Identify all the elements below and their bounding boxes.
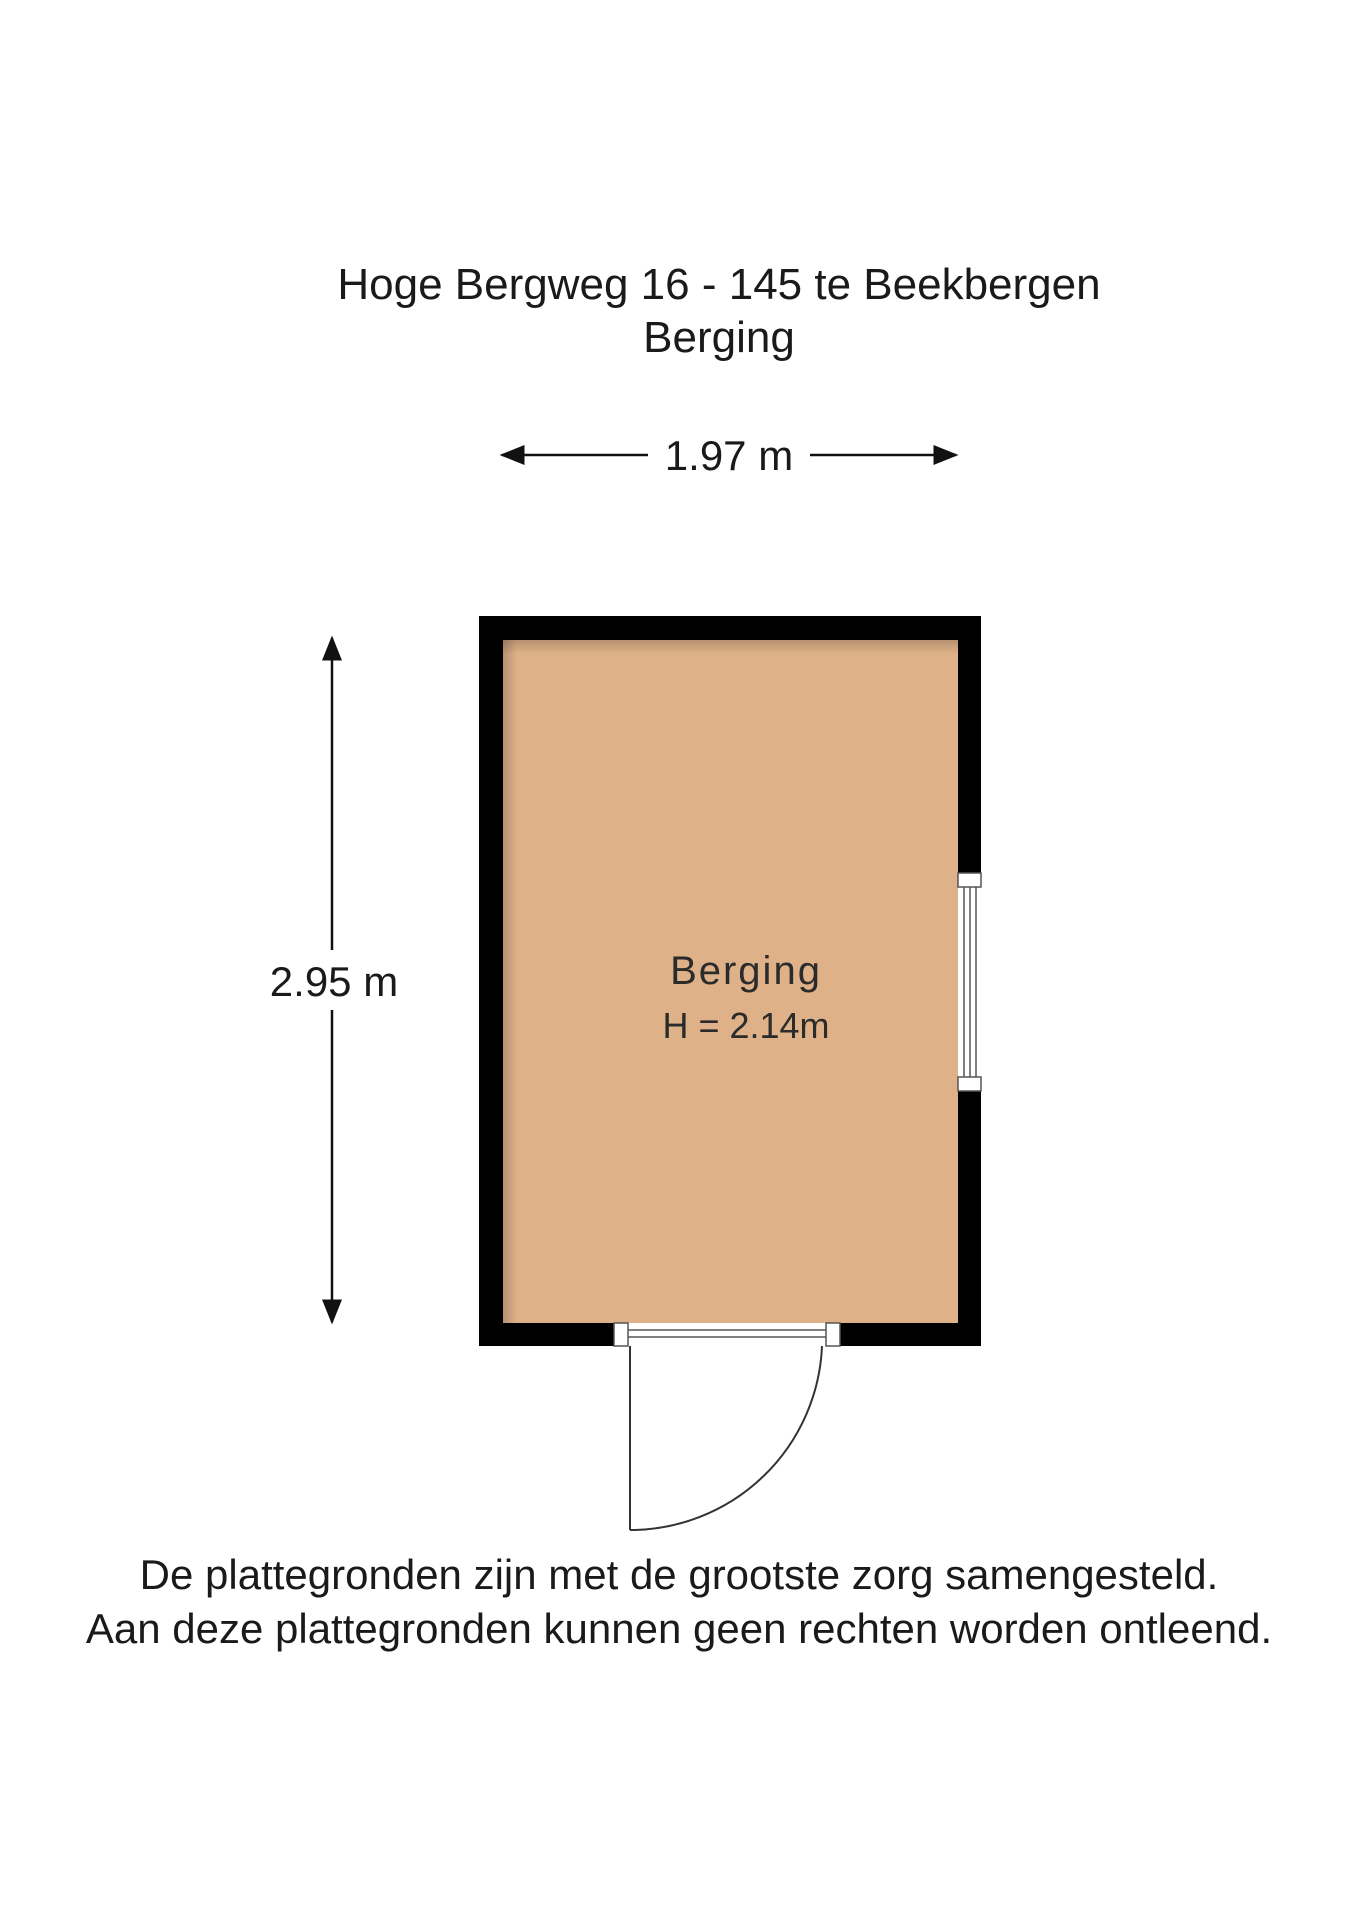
disclaimer: [0, 1548, 1358, 1656]
disclaimer-line-2: Aan deze plattegronden kunnen geen rechten worden ontleend.: [85, 1605, 1273, 1652]
room-height: H = 2.14m: [662, 1005, 830, 1046]
room-name: Berging: [670, 949, 822, 993]
width-label: 1.97 m: [664, 432, 794, 479]
depth-label: 2.95 m: [269, 958, 399, 1005]
width-dimension: [502, 432, 956, 479]
floor-name: Berging: [643, 313, 795, 362]
door: [614, 1323, 840, 1530]
floor-shadow-left: [503, 640, 517, 1323]
depth-dimension: [270, 638, 398, 1322]
door-swing-arc: [630, 1346, 822, 1530]
property-address: Hoge Bergweg 16 - 145 te Beekbergen: [337, 260, 1101, 309]
window: [958, 873, 981, 1091]
disclaimer-line-1: De plattegronden zijn met de grootste zorg samengesteld.: [139, 1551, 1219, 1598]
floor-shadow-top: [503, 640, 958, 654]
